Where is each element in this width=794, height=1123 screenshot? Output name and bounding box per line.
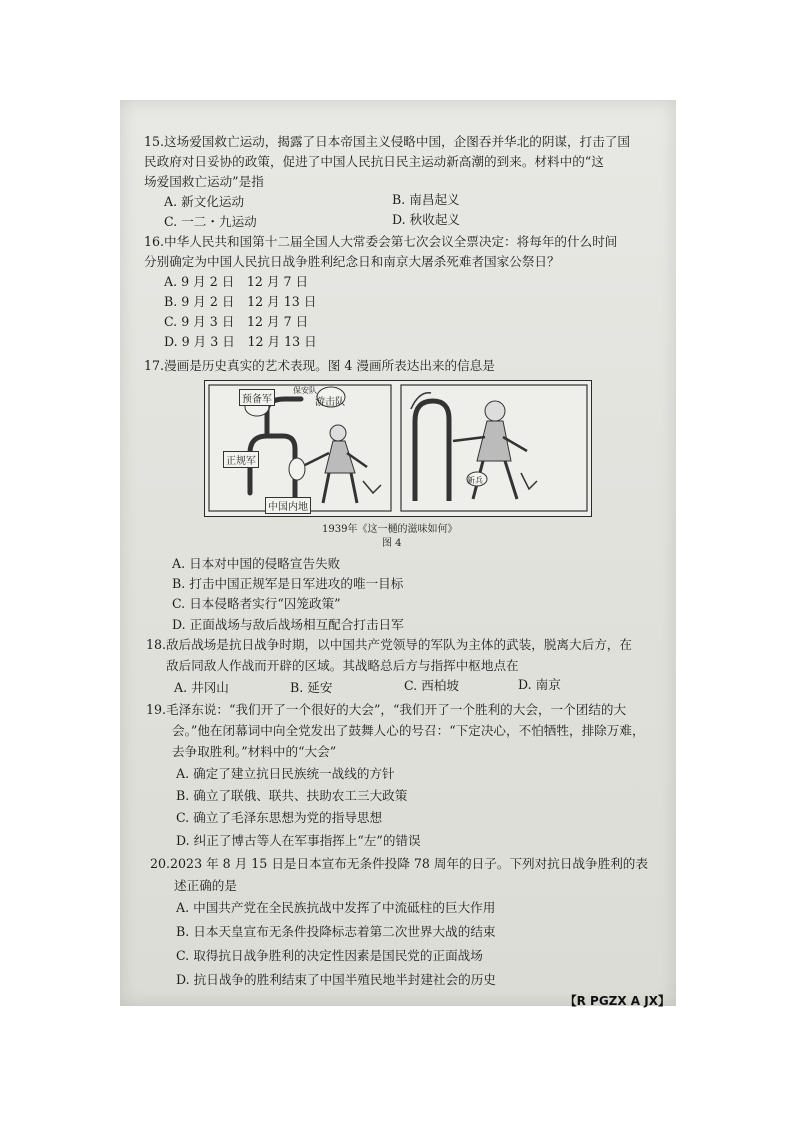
q16-option-c: C. 9 月 3 日 12 月 7 日 [164, 314, 309, 329]
q15-option-a: A. 新文化运动 [164, 194, 245, 209]
q18-stem-line: 敌后同敌人作战而开辟的区域。其战略总后方与指挥中枢地点在 [166, 658, 519, 673]
cartoon-label-hinterland: 中国内地 [265, 497, 311, 514]
exam-page [120, 100, 676, 1006]
cartoon-label-security: 保安队 [293, 386, 317, 395]
q17-stem-line: 17.漫画是历史真实的艺术表现。图 4 漫画所表达出来的信息是 [144, 358, 495, 373]
q17-option-a: A. 日本对中国的侵略宣告失败 [172, 556, 341, 571]
q19-stem-line: 会。”他在闭幕词中向全党发出了鼓舞人心的号召：“下定决心，不怕牺牲，排除万难， [172, 723, 645, 738]
q20-option-c: C. 取得抗日战争胜利的决定性因素是国民党的正面战场 [176, 948, 483, 963]
figure-number: 图 4 [382, 538, 402, 549]
q17-option-d: D. 正面战场与敌后战场相互配合打击日军 [172, 617, 404, 632]
q16-option-d: D. 9 月 3 日 12 月 13 日 [164, 334, 317, 349]
cartoon-label-guerrilla: 游击队 [315, 397, 345, 408]
q18-option-b: B. 延安 [290, 680, 333, 695]
q18-stem-line: 18.敌后战场是抗日战争时期，以中国共产党领导的军队为主体的武装，脱离大后方，在 [146, 637, 632, 652]
cartoon-figure [204, 380, 592, 517]
q20-stem-line: 述正确的是 [174, 878, 237, 893]
q15-option-b: B. 南昌起义 [392, 192, 460, 207]
q19-option-a: A. 确定了建立抗日民族统一战线的方针 [176, 766, 395, 781]
cartoon-label-regular: 正规军 [223, 451, 259, 468]
figure-caption: 1939年《这一樋的滋味如何》 [322, 524, 458, 535]
q18-option-c: C. 西柏坡 [404, 678, 459, 693]
q20-option-b: B. 日本天皇宣布无条件投降标志着第二次世界大战的结束 [176, 924, 496, 939]
cartoon-label-recruits: 新兵 [467, 476, 483, 485]
q15-option-d: D. 秋收起义 [392, 212, 461, 227]
q16-stem-line: 分别确定为中国人民抗日战争胜利纪念日和南京大屠杀死难者国家公祭日？ [144, 254, 560, 269]
q15-stem-line: 15.这场爱国救亡运动，揭露了日本帝国主义侵略中国，企图吞并华北的阴谋，打击了国 [144, 134, 630, 149]
q15-stem-line: 场爱国救亡运动”是指 [144, 174, 264, 189]
q18-option-d: D. 南京 [518, 677, 561, 692]
q16-stem-line: 16.中华人民共和国第十二届全国人大常委会第七次会议全票决定：将每年的什么时间 [144, 234, 618, 249]
q17-option-b: B. 打击中国正规军是日军进攻的唯一目标 [172, 576, 404, 591]
q20-option-a: A. 中国共产党在全民族抗战中发挥了中流砥柱的巨大作用 [176, 900, 496, 915]
q16-option-a: A. 9 月 2 日 12 月 7 日 [164, 274, 309, 289]
q17-option-c: C. 日本侵略者实行“囚笼政策” [172, 596, 341, 611]
q20-stem-line: 20.2023 年 8 月 15 日是日本宣布无条件投降 78 周年的日子。下列对抗日战争胜利的表 [150, 856, 648, 871]
q19-option-d: D. 纠正了博古等人在军事指挥上“左”的错误 [176, 833, 421, 848]
q15-stem-line: 民政府对日妥协的政策，促进了中国人民抗日民主运动新高潮的到来。材料中的“这 [144, 154, 604, 169]
q16-option-b: B. 9 月 2 日 12 月 13 日 [164, 294, 317, 309]
q19-option-c: C. 确立了毛泽东思想为党的指导思想 [176, 810, 383, 825]
cartoon-label-reserve: 预备军 [239, 389, 275, 406]
q19-stem-line: 19.毛泽东说：“我们开了一个很好的大会”，“我们开了一个胜利的大会，一个团结的大 [146, 702, 627, 717]
paper-code: 【R PGZX A JX】 [564, 994, 670, 1008]
q19-option-b: B. 确立了联俄、联共、扶助农工三大政策 [176, 788, 408, 803]
q15-option-c: C. 一二・九运动 [164, 214, 257, 229]
q20-option-d: D. 抗日战争的胜利结束了中国半殖民地半封建社会的历史 [176, 972, 496, 987]
q18-option-a: A. 井冈山 [174, 680, 229, 695]
q19-stem-line: 去争取胜利。”材料中的“大会” [172, 744, 337, 759]
